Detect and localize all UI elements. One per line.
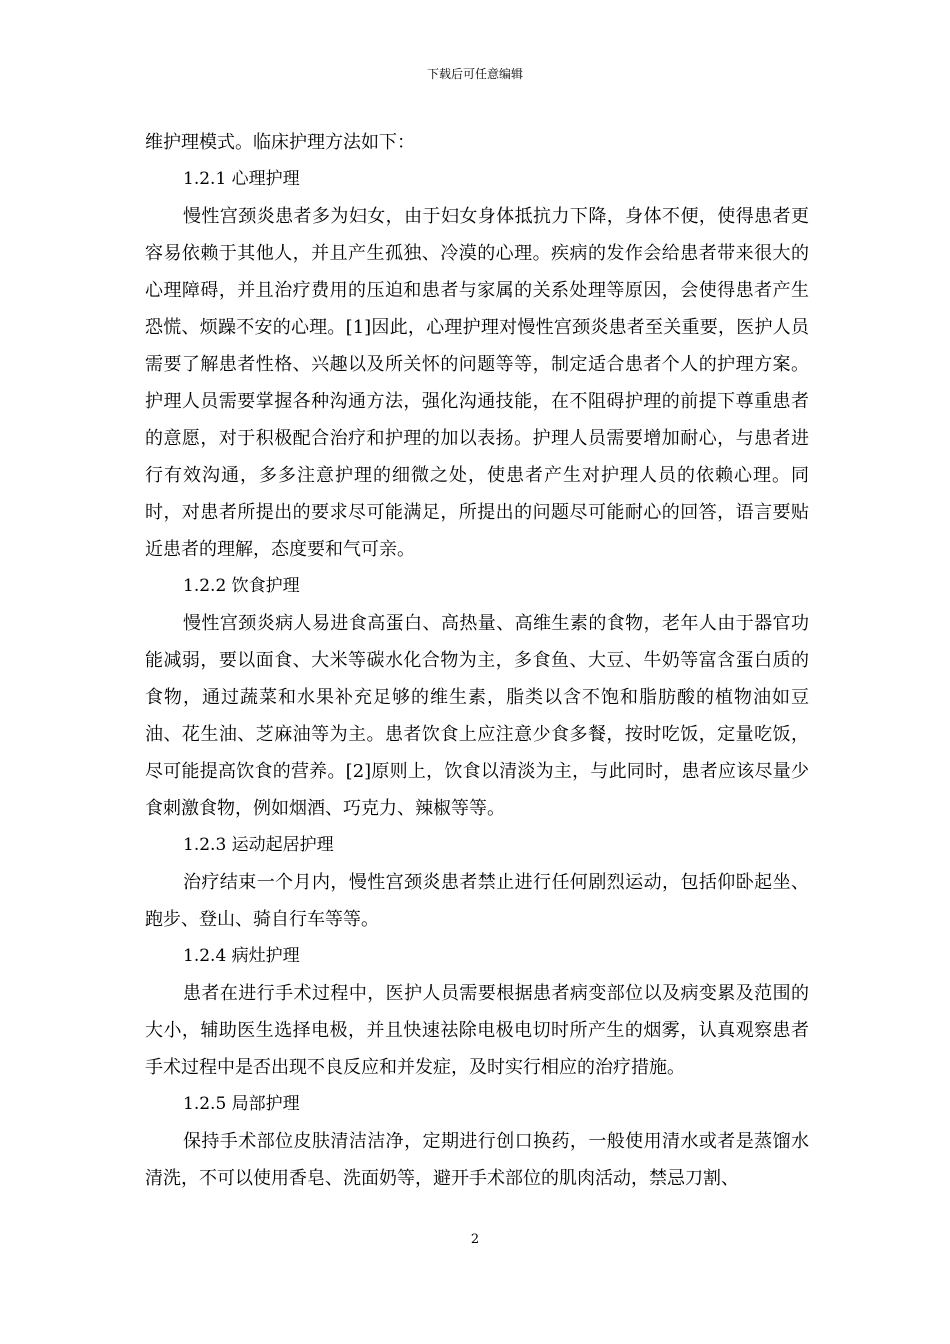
- paragraph-diet-care: 慢性宫颈炎病人易进食高蛋白、高热量、高维生素的食物，老年人由于器官功能减弱，要以面食、大米等碳水化合物为主，多食鱼、大豆、牛奶等富含蛋白质的食物，通过蔬菜和水果补充足够的维生素，脂类以含不饱和脂肪酸的植物油如豆油、花生油、芝麻油等为主。患者饮食上应注意少食多餐，按时吃饭，定量吃饭，尽可能提高饮食的营养。[2]原则上，饮食以清淡为主，与此同时，患者应该尽量少食刺激食物，例如烟酒、巧克力、辣椒等等。: [145, 613, 809, 819]
- section-heading-lesion-care: 1.2.4 病灶护理: [183, 946, 300, 966]
- paragraph-psychological-care: 慢性宫颈炎患者多为妇女，由于妇女身体抵抗力下降，身体不便，使得患者更容易依赖于其他人，并且产生孤独、冷漠的心理。疾病的发作会给患者带来很大的心理障碍，并且治疗费用的压迫和患者与家属的关系处理等原因，会使得患者产生恐慌、烦躁不安的心理。[1]因此，心理护理对慢性宫颈炎患者至关重要，医护人员需要了解患者性格、兴趣以及所关怀的问题等等，制定适合患者个人的护理方案。护理人员需要掌握各种沟通方法，强化沟通技能，在不阻碍护理的前提下尊重患者的意愿，对于积极配合治疗和护理的加以表扬。护理人员需要增加耐心，与患者进行有效沟通，多多注意护理的细微之处，使患者产生对护理人员的依赖心理。同时，对患者所提出的要求尽可能满足，所提出的问题尽可能耐心的回答，语言要贴近患者的理解，态度要和气可亲。: [145, 206, 809, 560]
- page-number: 2: [470, 1232, 480, 1247]
- section-heading-activity-care: 1.2.3 运动起居护理: [183, 835, 334, 855]
- paragraph-lesion-care: 患者在进行手术过程中，医护人员需要根据患者病变部位以及病变累及范围的大小，辅助医生选择电极，并且快速祛除电极电切时所产生的烟雾，认真观察患者手术过程中是否出现不良反应和并发症，及时实行相应的治疗措施。: [145, 983, 809, 1078]
- page-header: 下载后可任意编辑: [426, 67, 523, 81]
- paragraph-activity-care: 治疗结束一个月内，慢性宫颈炎患者禁止进行任何剧烈运动，包括仰卧起坐、跑步、登山、骑自行车等等。: [145, 872, 809, 930]
- paragraph-continuation: 维护理模式。临床护理方法如下：: [145, 132, 415, 153]
- section-heading-local-care: 1.2.5 局部护理: [183, 1094, 300, 1114]
- paragraph-local-care: 保持手术部位皮肤清洁洁净，定期进行创口换药，一般使用清水或者是蒸馏水清洗，不可以使用香皂、洗面奶等，避开手术部位的肌肉活动，禁忌刀割、: [145, 1131, 809, 1189]
- section-heading-psychological-care: 1.2.1 心理护理: [183, 169, 300, 189]
- document-body: [145, 124, 809, 1197]
- section-heading-diet-care: 1.2.2 饮食护理: [183, 576, 300, 596]
